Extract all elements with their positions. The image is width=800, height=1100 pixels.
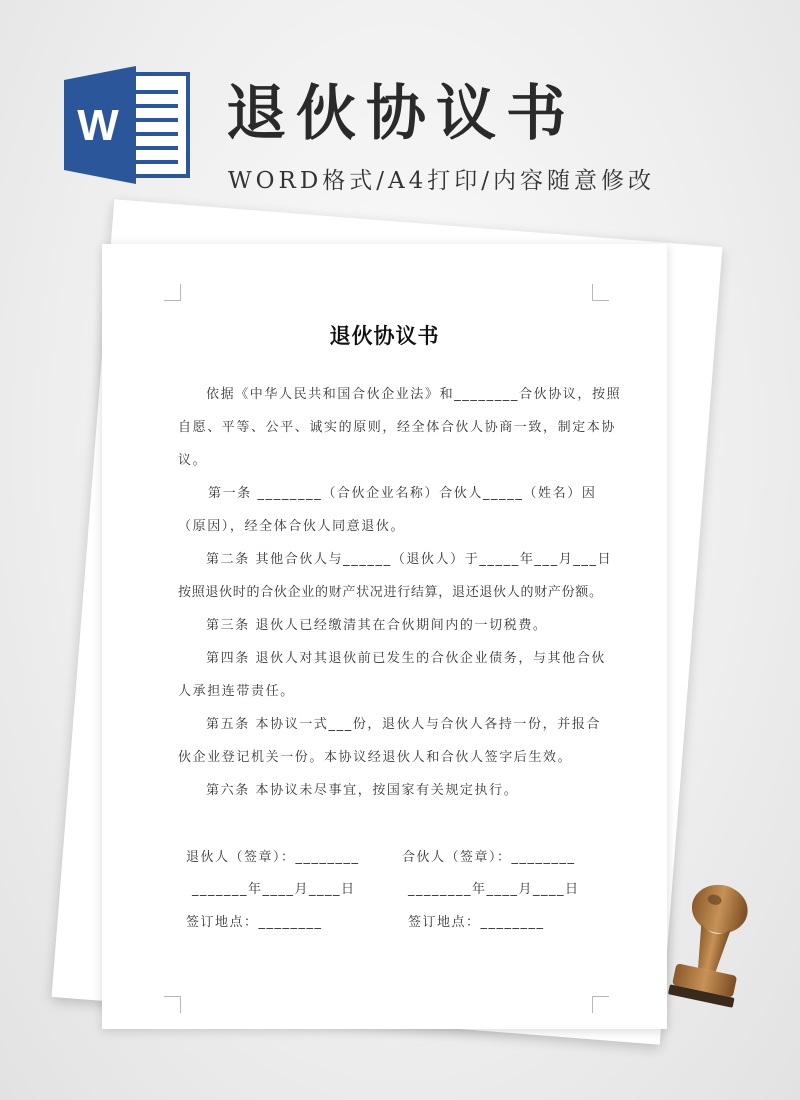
- corner-mark-bottom-left: [164, 996, 181, 1013]
- doc-line-6: 第二条 其他合伙人与______（退伙人）于_____年___月___日: [206, 552, 613, 567]
- doc-line-12: 伙企业登记机关一份。本协议经退伙人和合伙人签字后生效。: [178, 750, 573, 765]
- doc-line-1: 依据《中华人民共和国合伙企业法》和________合伙协议，按照: [206, 387, 622, 402]
- doc-line-11: 第五条 本协议一式___份，退伙人与合伙人各持一份，并报合: [206, 717, 602, 732]
- doc-line-8: 第三条 退伙人已经缴清其在合伙期间内的一切税费。: [206, 618, 548, 633]
- corner-mark-top-left: [164, 284, 181, 301]
- word-document-icon: [62, 66, 194, 184]
- right-date: ________年____月____日: [408, 882, 580, 897]
- doc-line-10: 人承担连带责任。: [178, 684, 295, 699]
- doc-line-4: 第一条 ________（合伙企业名称）合伙人_____（姓名）因: [208, 486, 597, 501]
- banner-subtitle: WORD格式/A4打印/内容随意修改: [228, 168, 655, 194]
- right-place: 签订地点：________: [408, 915, 545, 930]
- word-icon-letter: W: [77, 101, 119, 150]
- wooden-stamp-icon: [655, 880, 765, 1030]
- document-page: [102, 244, 667, 1029]
- document-title: 退伙协议书: [329, 323, 440, 348]
- doc-line-9: 第四条 退伙人对其退伙前已发生的合伙企业债务，与其他合伙: [206, 651, 606, 666]
- doc-line-7: 按照退伙时的合伙企业的财产状况进行结算，退还退伙人的财产份额。: [178, 585, 603, 600]
- doc-line-13: 第六条 本协议未尽事宜，按国家有关规定执行。: [206, 783, 519, 798]
- left-date: _______年____月____日: [192, 882, 356, 897]
- left-signer: 退伙人（签章）：________: [186, 850, 360, 865]
- doc-line-3: 议。: [178, 453, 208, 468]
- doc-line-2: 自愿、平等、公平、诚实的原则，经全体合伙人协商一致，制定本协: [178, 420, 617, 435]
- doc-line-5: （原因），经全体合伙人同意退伙。: [178, 519, 406, 534]
- corner-mark-bottom-right: [592, 996, 609, 1013]
- right-signer: 合伙人（签章）：________: [402, 850, 576, 865]
- corner-mark-top-right: [592, 284, 609, 301]
- banner-title: 退伙协议书: [226, 79, 576, 149]
- left-place: 签订地点：________: [186, 915, 323, 930]
